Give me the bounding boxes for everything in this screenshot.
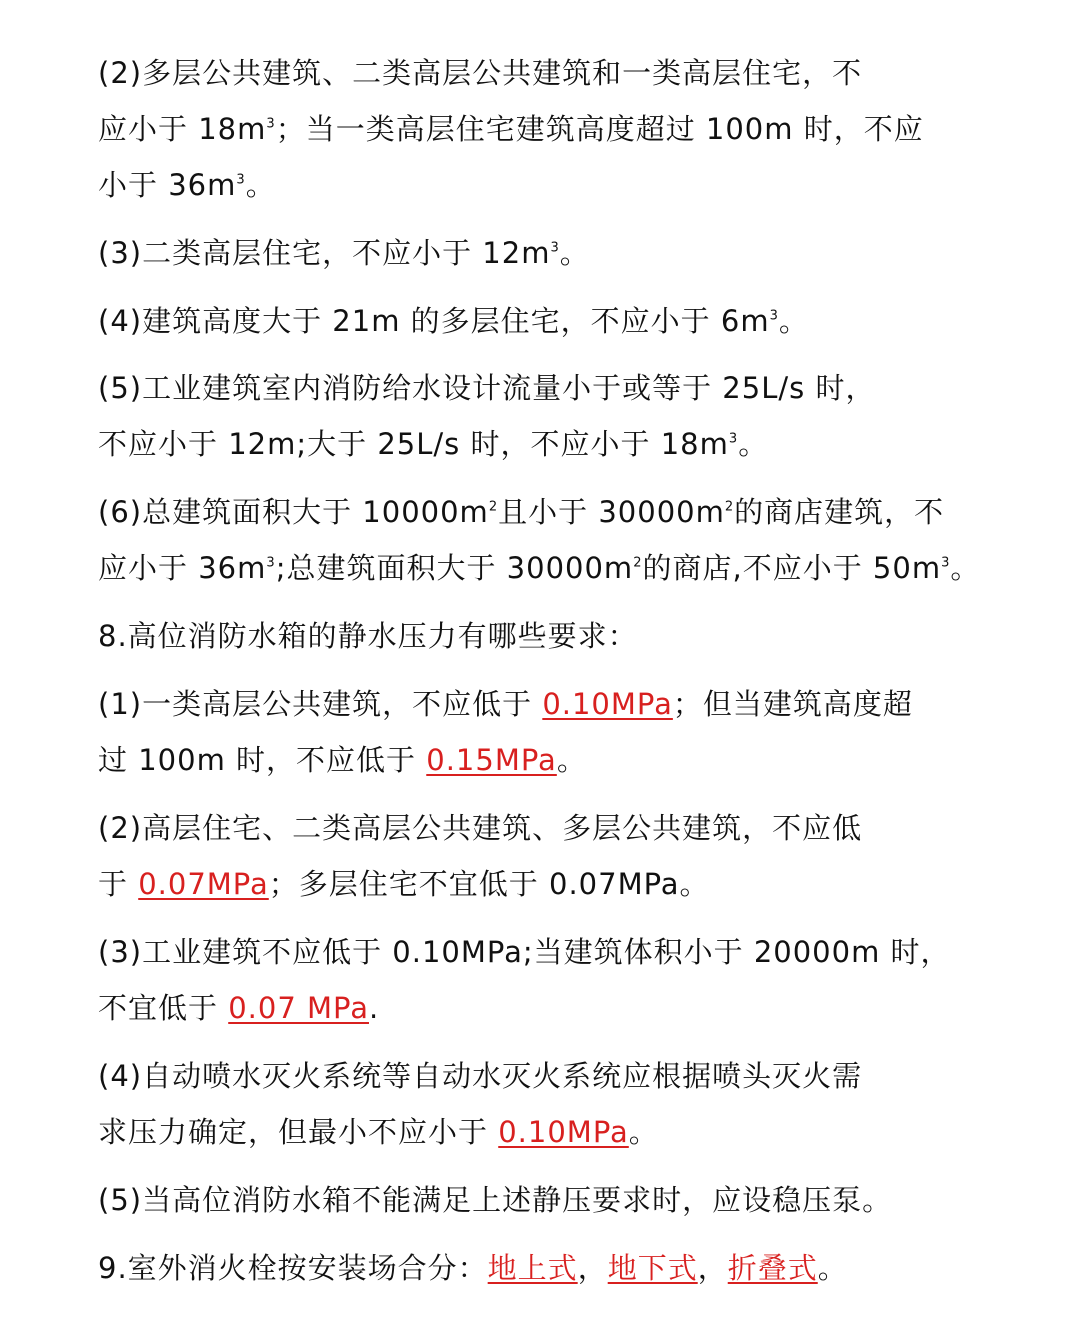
text-line bbox=[98, 484, 988, 540]
text-run: . bbox=[368, 991, 380, 1025]
text-run: 不应小于 12m;大于 25L/s 时，不应小于 18m bbox=[98, 427, 729, 461]
text-line bbox=[98, 856, 988, 912]
text-run: 的商店,不应小于 50m bbox=[642, 551, 942, 585]
paragraph-5-industrial bbox=[98, 360, 988, 472]
text-run: (2)高层住宅、二类高层公共建筑、多层公共建筑，不应低 bbox=[98, 811, 863, 845]
text-run: 于 bbox=[98, 867, 139, 901]
highlighted-value: 折叠式 bbox=[727, 1251, 818, 1285]
answer-8-3 bbox=[98, 924, 988, 1036]
text-line bbox=[98, 1048, 988, 1104]
highlighted-value: 地上式 bbox=[487, 1251, 578, 1285]
text-run: 求压力确定，但最小不应小于 bbox=[98, 1115, 499, 1149]
text-run: (1)一类高层公共建筑，不应低于 bbox=[98, 687, 543, 721]
text-line bbox=[98, 1240, 988, 1296]
text-run: (5)当高位消防水箱不能满足上述静压要求时，应设稳压泵。 bbox=[98, 1183, 893, 1217]
highlighted-value: 0.07 MPa bbox=[228, 991, 369, 1025]
superscript: 3 bbox=[236, 172, 246, 188]
text-line bbox=[98, 924, 988, 980]
superscript: 2 bbox=[633, 555, 643, 571]
paragraph-6-commercial bbox=[98, 484, 988, 596]
superscript: 3 bbox=[941, 555, 951, 571]
text-run: 应小于 36m bbox=[98, 551, 267, 585]
paragraph-3-residential-class2 bbox=[98, 225, 988, 281]
text-line bbox=[98, 540, 988, 596]
text-line bbox=[98, 293, 988, 349]
answer-8-1 bbox=[98, 676, 988, 788]
text-run: 。 bbox=[738, 427, 769, 461]
text-run: (5)工业建筑室内消防给水设计流量小于或等于 25L/s 时， bbox=[98, 371, 876, 405]
superscript: 3 bbox=[769, 308, 779, 324]
question-8-heading bbox=[98, 608, 988, 664]
text-run: 小于 36m bbox=[98, 168, 237, 202]
text-run: (6)总建筑面积大于 10000m bbox=[98, 495, 489, 529]
text-run: 应小于 18m bbox=[98, 112, 267, 146]
text-run: 。 bbox=[559, 236, 590, 270]
text-line bbox=[98, 732, 988, 788]
text-run: 过 100m 时，不应低于 bbox=[98, 743, 427, 777]
superscript: 3 bbox=[550, 240, 560, 256]
text-run: 。 bbox=[556, 743, 587, 777]
superscript: 3 bbox=[728, 431, 739, 447]
text-line bbox=[98, 360, 988, 416]
paragraph-2-water-tank-volume bbox=[98, 45, 988, 213]
text-line bbox=[98, 45, 988, 101]
text-line bbox=[98, 676, 988, 732]
text-run: 。 bbox=[778, 304, 809, 338]
text-run: 。 bbox=[817, 1251, 848, 1285]
text-run: (3)工业建筑不应低于 0.10MPa;当建筑体积小于 20000m 时， bbox=[98, 935, 951, 969]
superscript: 3 bbox=[266, 116, 276, 132]
superscript: 3 bbox=[266, 555, 276, 571]
text-run: 的商店建筑，不 bbox=[734, 495, 945, 529]
highlighted-value: 0.10MPa bbox=[498, 1115, 629, 1149]
text-run: (4)自动喷水灭火系统等自动水灭火系统应根据喷头灭火需 bbox=[98, 1059, 863, 1093]
text-run: (3)二类高层住宅，不应小于 12m bbox=[98, 236, 551, 270]
superscript: 2 bbox=[488, 499, 499, 515]
text-run: 。 bbox=[950, 551, 981, 585]
text-run: ;总建筑面积大于 30000m bbox=[275, 551, 634, 585]
text-line bbox=[98, 1104, 988, 1160]
paragraph-4-multistory-residential bbox=[98, 293, 988, 349]
text-run: 。 bbox=[628, 1115, 659, 1149]
question-9 bbox=[98, 1240, 988, 1296]
text-line bbox=[98, 608, 988, 664]
text-run: ；当一类高层住宅建筑高度超过 100m 时，不应 bbox=[275, 112, 924, 146]
text-run: 。 bbox=[245, 168, 276, 202]
text-line bbox=[98, 101, 988, 157]
text-run: ；多层住宅不宜低于 0.07MPa。 bbox=[268, 867, 710, 901]
text-run: ， bbox=[577, 1251, 608, 1285]
answer-8-2 bbox=[98, 800, 988, 912]
highlighted-value: 地下式 bbox=[607, 1251, 698, 1285]
superscript: 2 bbox=[724, 499, 735, 515]
text-line bbox=[98, 225, 988, 281]
text-run: 且小于 30000m bbox=[498, 495, 725, 529]
text-run: 8.高位消防水箱的静水压力有哪些要求： bbox=[98, 619, 638, 653]
text-run: 9.室外消火栓按安装场合分： bbox=[98, 1251, 488, 1285]
highlighted-value: 0.15MPa bbox=[426, 743, 557, 777]
text-run: ， bbox=[697, 1251, 728, 1285]
text-run: (4)建筑高度大于 21m 的多层住宅，不应小于 6m bbox=[98, 304, 770, 338]
text-run: ；但当建筑高度超 bbox=[672, 687, 913, 721]
text-line bbox=[98, 416, 988, 472]
text-line bbox=[98, 157, 988, 213]
text-run: 不宜低于 bbox=[98, 991, 229, 1025]
text-line bbox=[98, 980, 988, 1036]
highlighted-value: 0.07MPa bbox=[138, 867, 269, 901]
answer-8-4 bbox=[98, 1048, 988, 1160]
text-line bbox=[98, 800, 988, 856]
answer-8-5 bbox=[98, 1172, 988, 1228]
highlighted-value: 0.10MPa bbox=[542, 687, 673, 721]
text-line bbox=[98, 1172, 988, 1228]
text-run: (2)多层公共建筑、二类高层公共建筑和一类高层住宅，不 bbox=[98, 56, 863, 90]
